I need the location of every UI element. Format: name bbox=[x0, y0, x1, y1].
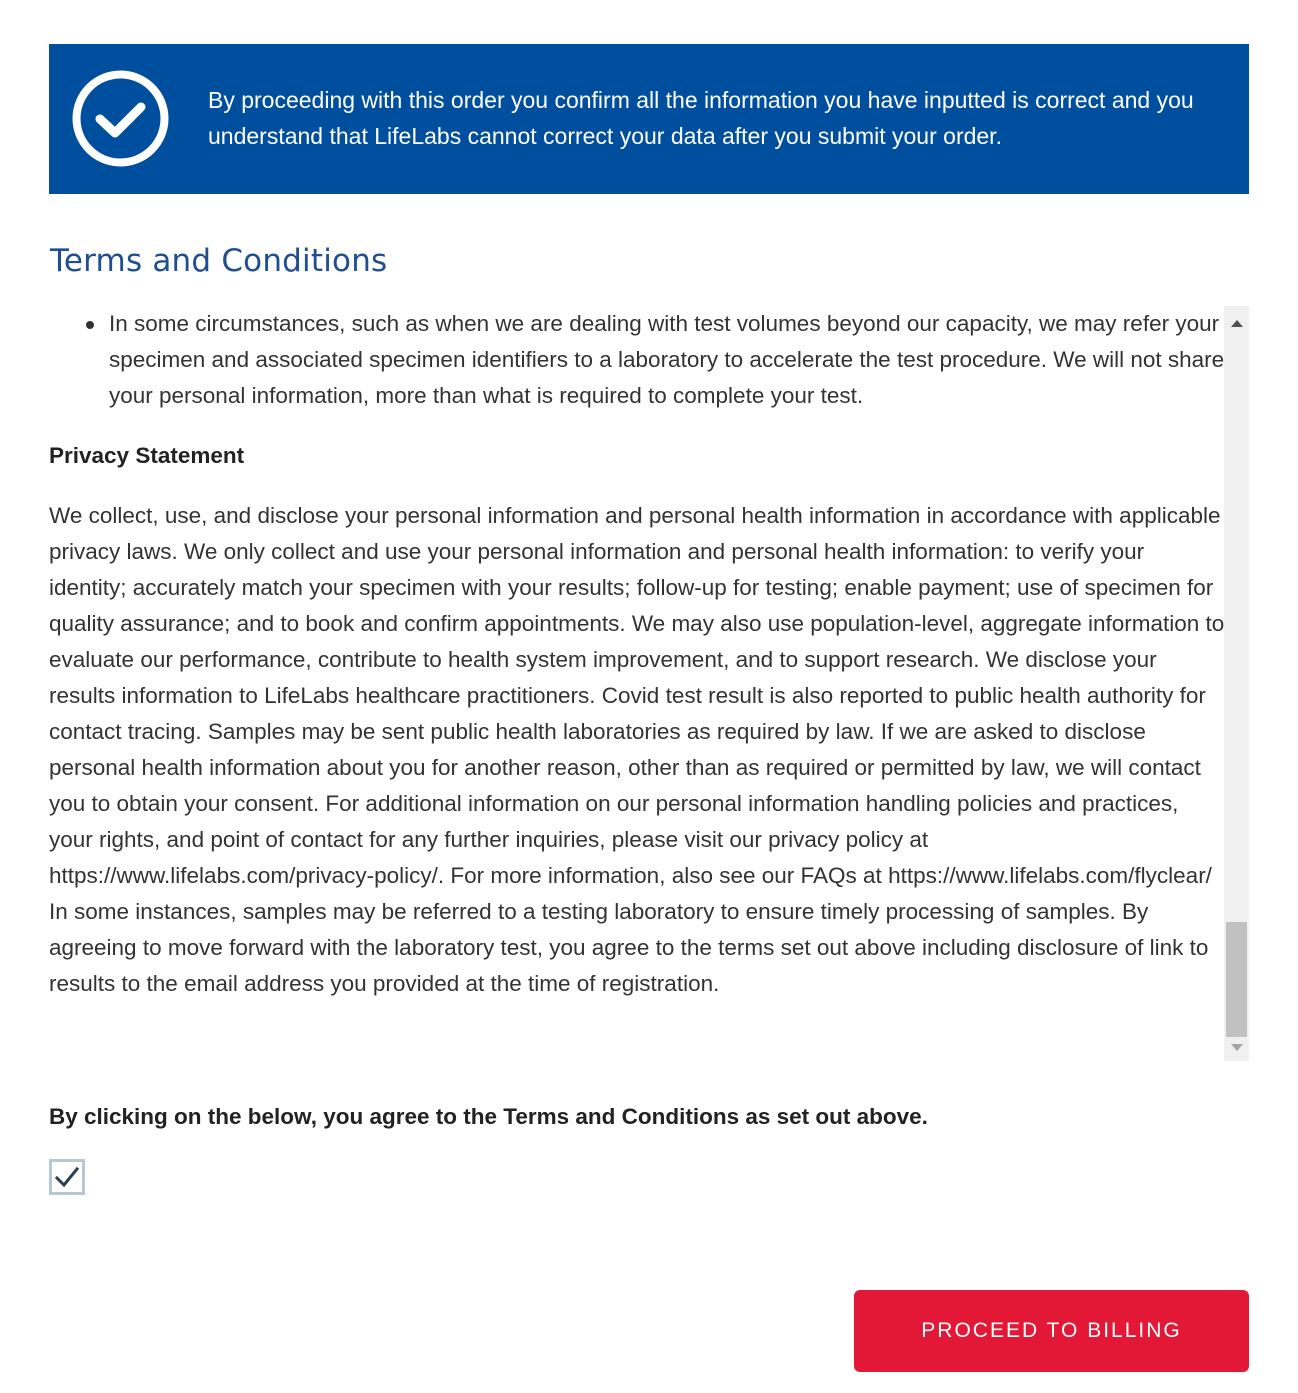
privacy-text-part2: . For more information, also see our FAQs at bbox=[437, 863, 882, 888]
privacy-policy-link[interactable]: https://www.lifelabs.com/privacy-policy/ bbox=[49, 863, 438, 888]
scrollbar[interactable] bbox=[1224, 306, 1249, 1061]
confirmation-banner bbox=[49, 44, 1249, 194]
terms-bullet-text: In some circumstances, such as when we are dealing with test volumes beyond our capacity, we may refer your specimen and associated specimen identifiers to a laboratory to accelerate the test procedure. We will not share your personal information, more than what is required to complete your test. bbox=[109, 311, 1225, 408]
agreement-text: By clicking on the below, you agree to the Terms and Conditions as set out above. bbox=[49, 1104, 928, 1129]
agree-checkbox[interactable] bbox=[49, 1159, 85, 1195]
proceed-to-billing-button[interactable]: PROCEED TO BILLING bbox=[854, 1290, 1249, 1372]
terms-scroll-area[interactable] bbox=[49, 306, 1249, 1061]
terms-content bbox=[49, 306, 1225, 1002]
privacy-body bbox=[49, 498, 1225, 1002]
terms-bullet-list bbox=[49, 306, 1225, 414]
privacy-text-part1: We collect, use, and disclose your personal information and personal health information in accordance with applicable privacy laws. We only collect and use your personal information and personal health information: to verify your identity; accurately match your specimen with your results; follow-up for testing; enable payment; use of specimen for quality assurance; and to book and confirm appointments. We may also use population-level, aggregate information to evaluate our performance, contribute to health system improvement, and to support research. We disclose your results information to LifeLabs healthcare practitioners. Covid test result is also reported to public health authority for contact tracing. Samples may be sent public health laboratories as required by law. If we are asked to disclose personal health information about you for another reason, other than as required or permitted by law, we will contact you to obtain your consent. For additional information on our personal information handling policies and practices, your rights, and point of contact for any further inquiries, please visit our privacy policy at bbox=[49, 503, 1225, 852]
banner-message: By proceeding with this order you confirm all the information you have inputted is correct and you understand that LifeLabs cannot correct your data after you submit your order. bbox=[208, 87, 1194, 149]
scrollbar-thumb[interactable] bbox=[1226, 922, 1247, 1037]
privacy-text-part3: In some instances, samples may be referred to a testing laboratory to ensure timely processing of samples. By agreeing to move forward with the laboratory test, you agree to the terms set out above including disclosure of link to results to the email address you provided at the time of registration. bbox=[49, 899, 1209, 996]
scroll-down-arrow-icon[interactable] bbox=[1231, 1044, 1243, 1051]
check-circle-icon bbox=[72, 70, 169, 167]
faq-link[interactable]: https://www.lifelabs.com/flyclear/ bbox=[888, 863, 1212, 888]
terms-title: Terms and Conditions bbox=[50, 243, 388, 279]
terms-bullet-item bbox=[109, 306, 1225, 414]
checkmark-icon bbox=[54, 1165, 80, 1189]
scroll-up-arrow-icon[interactable] bbox=[1231, 320, 1243, 327]
privacy-heading: Privacy Statement bbox=[49, 443, 245, 468]
bullet-icon bbox=[86, 321, 94, 329]
